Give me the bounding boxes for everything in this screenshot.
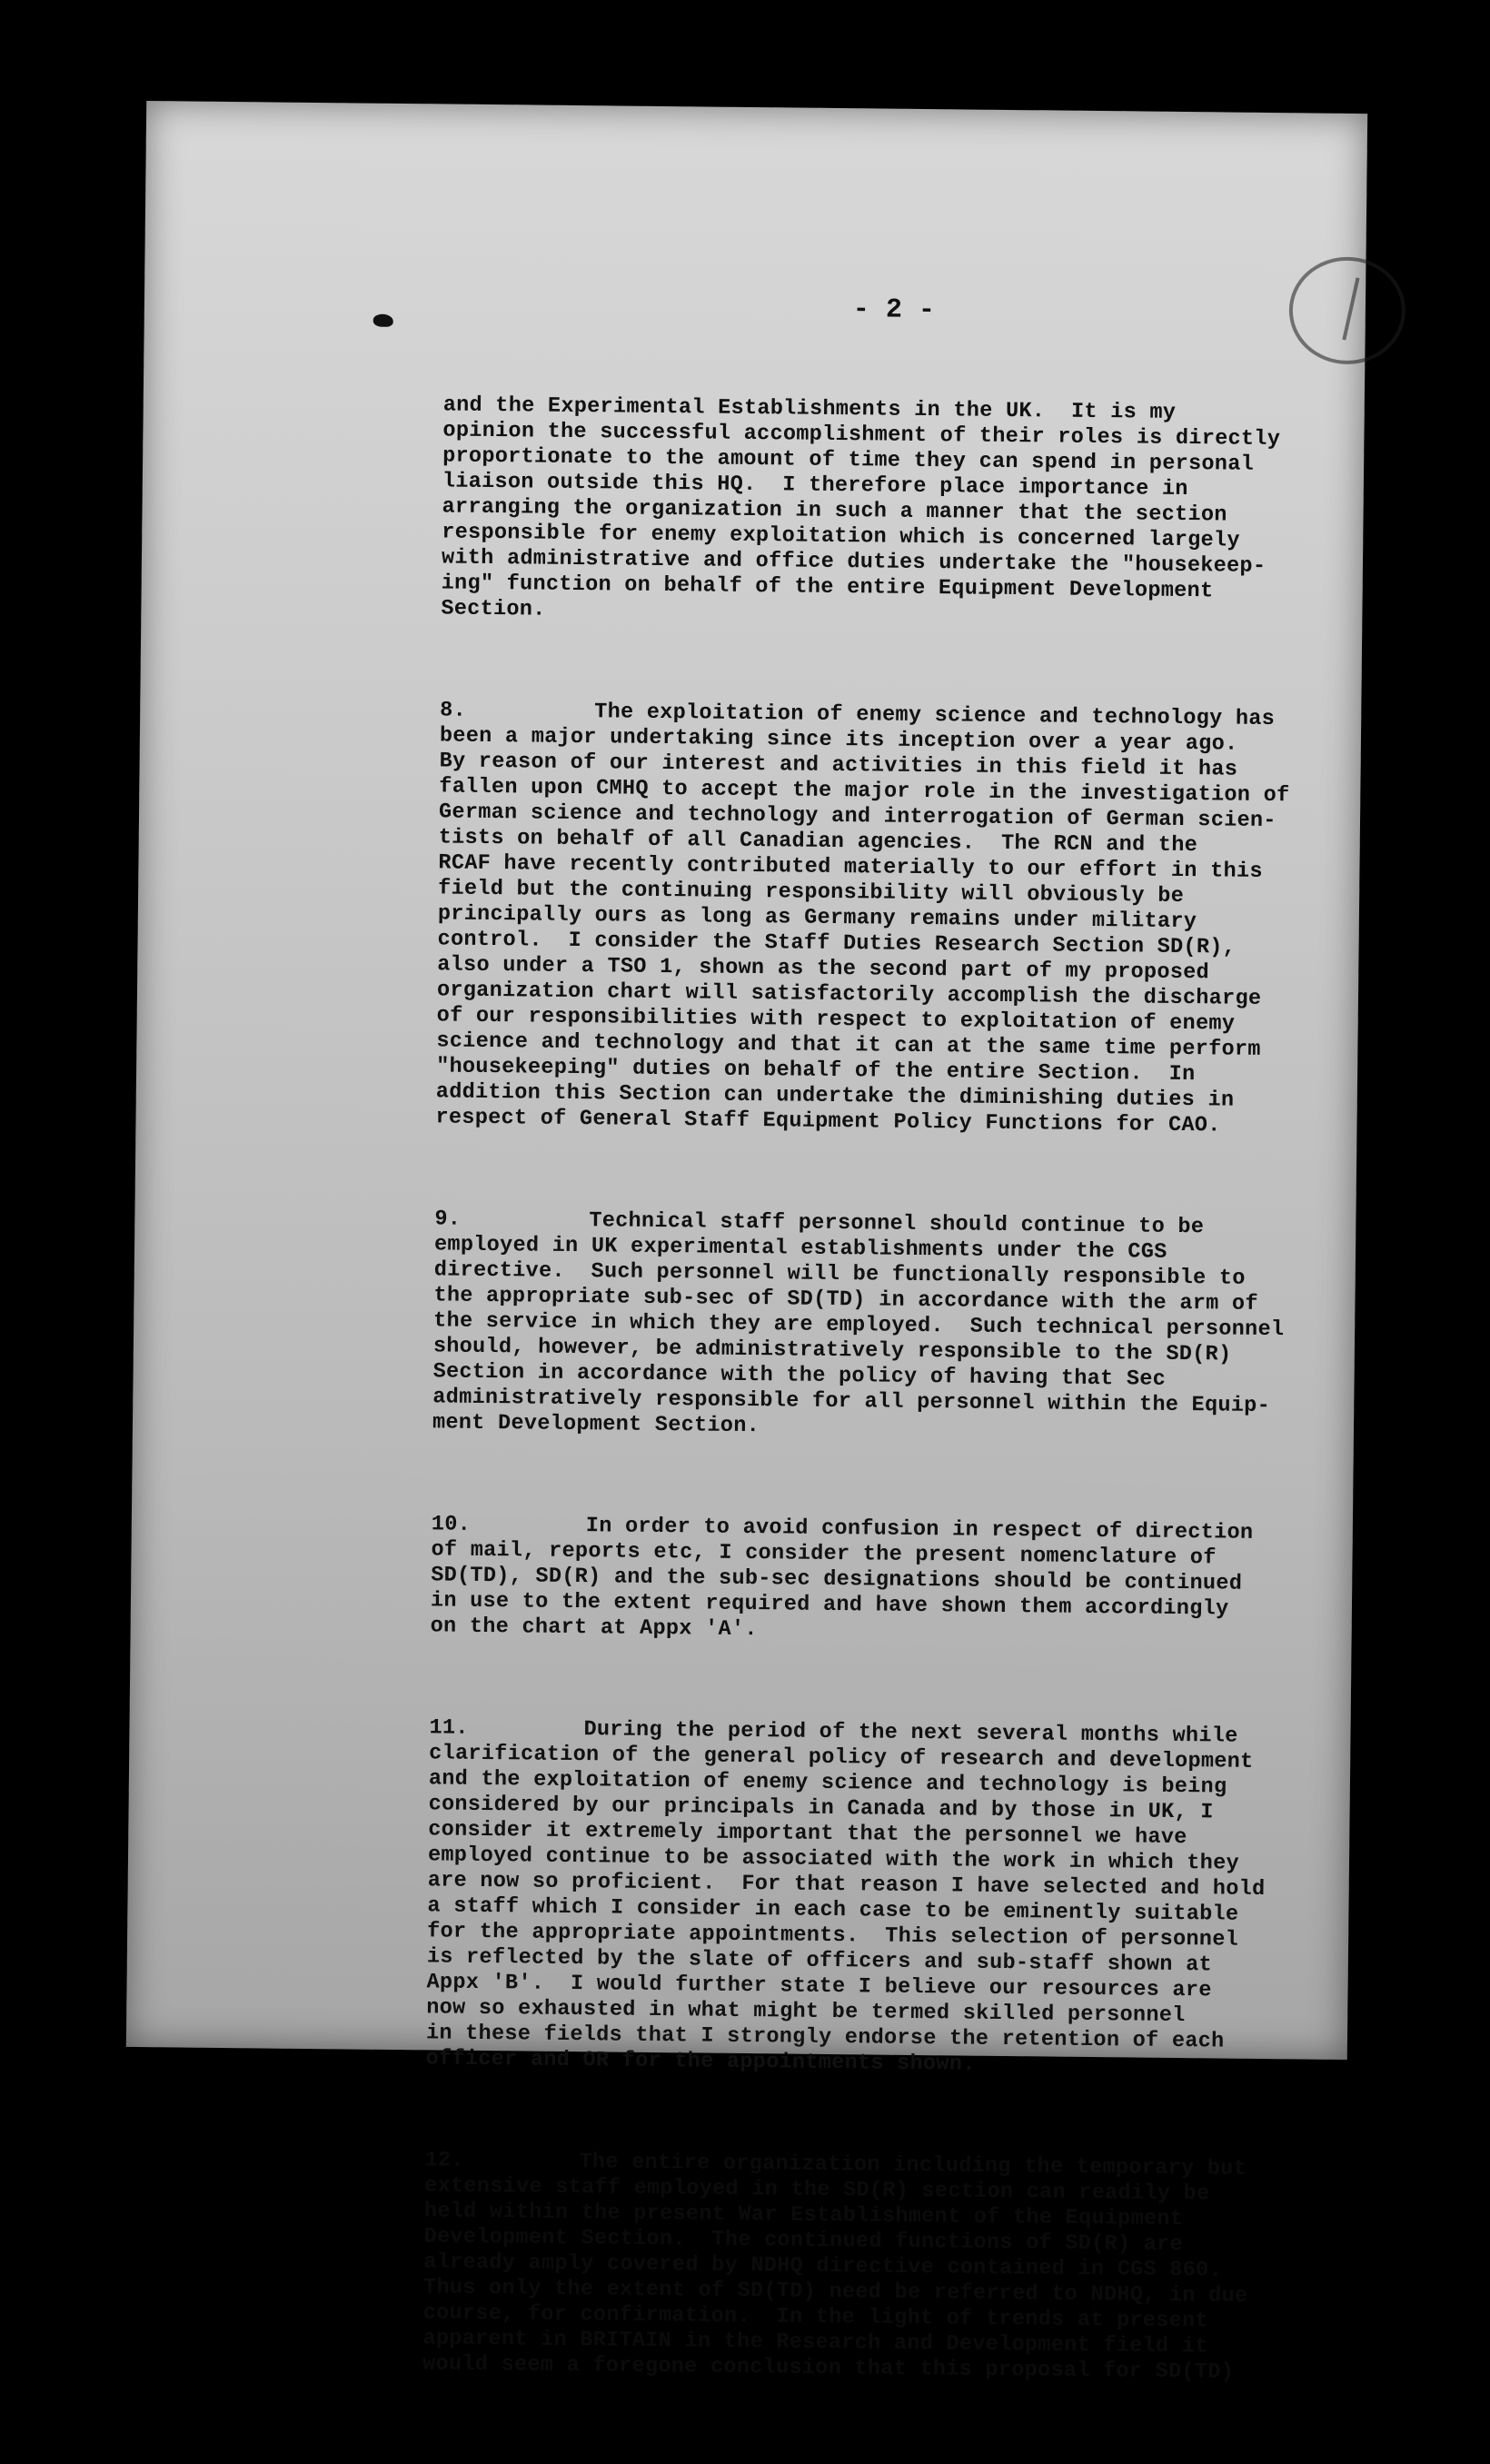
paragraph-number: 8. xyxy=(440,698,467,723)
paragraph-number: 11. xyxy=(429,1715,469,1741)
paragraph-text: The exploitation of enemy science and technology has been a major undertaking since its inception over a year ago. By reason of our interest and activities in this field it has fallen upon CMHQ to accept the major role in the investigation of German science and technology and interrogation of German scien- tists on behalf of all Canadian agencies. The RCN and the RCAF have recently contributed materially to our effort in this field but the continuing responsibility will obviously be principally ours as long as Germany remains under military control. I consider the Staff Duties Research Section SD(R), also under a TSO 1, shown as the second part of my proposed organization chart will satisfactorily accomplish the discharge of our responsibilities with respect to exploitation of enemy science and technology and that it can at the same time perform "housekeeping" duties on behalf of the entire Section. In addition this Section can undertake the diminishing duties in respect of General Staff Equipment Policy Functions for CAO. xyxy=(435,700,1290,1138)
ink-speck xyxy=(373,314,393,327)
paragraph-9 xyxy=(432,1207,1416,1446)
paragraph-11 xyxy=(426,1715,1411,2081)
paragraph-text: Technical staff personnel should continue to be employed in UK experimental establishments under the CGS directive. Such personnel will be functionally responsible to the appropriate sub-sec of SD(TD) in accordance with the arm of the service in which they are employed. Such technical personnel should, however, be administratively responsible to the SD(R) Section in accordance with the policy of having that Sec administratively responsible for all personnel within the Equip- ment Development Section. xyxy=(432,1208,1285,1439)
paragraph-text: and the Experimental Establishments in the UK. It is my opinion the successful accomplishment of their roles is directly proportionate to the amount of time they can spend in personal liaison outside this HQ. I therefore place importance in arranging the organization in such a manner that the section responsible for enemy exploitation which is concerned largely with administrative and office duties undertake the "housekeep- ing" function on behalf of the entire Equipment Development Section. xyxy=(441,392,1281,622)
paragraph-number: 12. xyxy=(424,2148,464,2173)
paragraph-continued xyxy=(441,392,1425,631)
paragraph-10 xyxy=(431,1512,1413,1649)
document-page xyxy=(126,101,1367,2385)
body-text xyxy=(422,342,1425,2463)
circled-annotation-mark xyxy=(1288,256,1406,364)
page-number: - 2 - xyxy=(852,294,936,327)
paragraph-text: During the period of the next several months while clarification of the general policy of research and development and the exploitation of enemy science and technology is being considered by our principals in Canada and by those in UK, I consider it extremely important that the personnel we have employed continue to be associated with the work in which they are now so proficient. For that reason I have selected and hold a staff which I consider in each case to be eminently suitable for the appropriate appointments. This selection of personnel is reflected by the slate of officers and sub-staff shown at Appx 'B'. I would further state I believe our resources are now so exhausted in what might be termed skilled personnel in these fields that I strongly endorse the retention of each officer and OR for the appointments shown. xyxy=(425,1717,1266,2077)
paragraph-number: 9. xyxy=(434,1207,462,1232)
paragraph-8 xyxy=(435,698,1421,1140)
paragraph-12 xyxy=(422,2148,1406,2387)
paragraph-text: The entire organization including the temporary but extensive staff employed in the SD(R) section can readily be held within the present War Establishment of the Equipment Development Section. The continued functions of SD(R) are already amply covered by NDHQ directive contained in CGS 860. Thus only the extent of SD(TD) need be referred to NDHQ, in due course, for confirmation. In the light of trends at present apparent in BRITAIN in the Research and Development field it would seem a foregone conclusion that this proposal for SD(TD) xyxy=(422,2150,1248,2385)
paragraph-text: In order to avoid confusion in respect of direction of mail, reports etc, I consider the present nomenclature of SD(TD), SD(R) and the sub-sec designations should be continued in use to the extent required and have shown them accordingly on the chart at Appx 'A'. xyxy=(430,1514,1254,1643)
paragraph-number: 10. xyxy=(431,1512,472,1537)
